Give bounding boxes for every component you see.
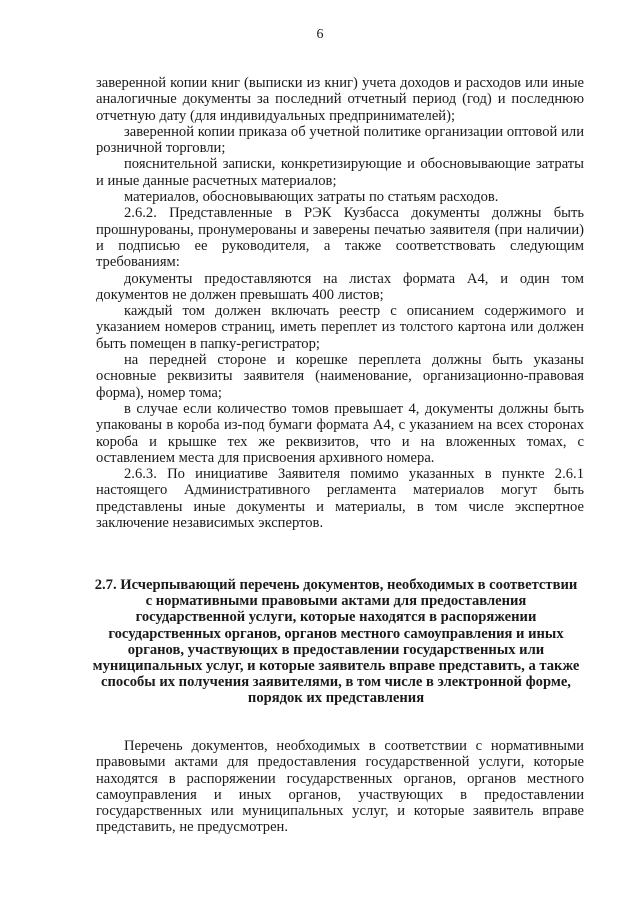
section-heading-2-7: 2.7. Исчерпывающий перечень документов, необходимых в соответствии с нормативными правовыми актами для предоставления государственной услуги, которые находятся в распоряжении государственных органов, органов местного самоуправления и иных органов, участвующих в предоставлении государственных или муниципальных услуг, и которые заявитель вправе представить, а также способы их получения заявителями, в том числе в электронной форме, порядок их представления [92,577,580,707]
paragraph-volume-register: каждый том должен включать реестр с описанием содержимого и указанием номеров страниц, иметь переплет из толстого картона или должен быть помещен в папку-регистратор; [96,303,584,352]
paragraph-binding-details: на передней стороне и корешке переплета должны быть указаны основные реквизиты заявителя (наименование, организационно-правовая форма), номер тома; [96,352,584,401]
body-text-section-2-6 [96,75,584,531]
paragraph-a4-sheets: документы предоставляются на листах формата А4, и один том документов не должен превышать 400 листов; [96,270,584,303]
paragraph-documents-list: Перечень документов, необходимых в соответствии с нормативными правовыми актами для предоставления государственной услуги, которые находятся в распоряжении государственных органов, органов местного самоуправления и иных органов, участвующих в предоставлении государственных или муниципальных услуг, и которые заявитель вправе представить, не предусмотрен. [96,738,584,836]
paragraph-accounting-policy: заверенной копии приказа об учетной политике организации оптовой или розничной торговли; [96,123,584,157]
paragraph-explanatory-note: пояснительной записки, конкретизирующие и обосновывающие затраты и иные данные расчетных материалов; [96,156,584,189]
paragraph-boxes: в случае если количество томов превышает 4, документы должны быть упакованы в короба из-под бумаги формата А4, с указанием на всех сторонах короба и крышке тех же реквизитов, что и на вложенных томах, с оставлением места для присвоения архивного номера. [96,400,584,466]
body-text-section-2-7 [96,738,584,836]
paragraph-2-6-2: 2.6.2. Представленные в РЭК Кузбасса документы должны быть прошнурованы, пронумерованы и заверены печатью заявителя (при наличии) и подписью ее руководителя, а также соответствовать следующим требованиям: [96,205,584,271]
paragraph-cost-materials: материалов, обосновывающих затраты по статьям расходов. [124,189,499,206]
paragraph-books-copy: заверенной копии книг (выписки из книг) учета доходов и расходов или иные аналогичные документы за последний отчетный период (год) и последнюю отчетную дату (для индивидуальных предпринимателей); [96,75,584,124]
page-number: 6 [316,27,324,42]
paragraph-2-6-3: 2.6.3. По инициативе Заявителя помимо указанных в пункте 2.6.1 настоящего Административного регламента материалов могут быть представлены иные документы и материалы, в том числе экспертное заключение независимых экспертов. [96,466,584,532]
